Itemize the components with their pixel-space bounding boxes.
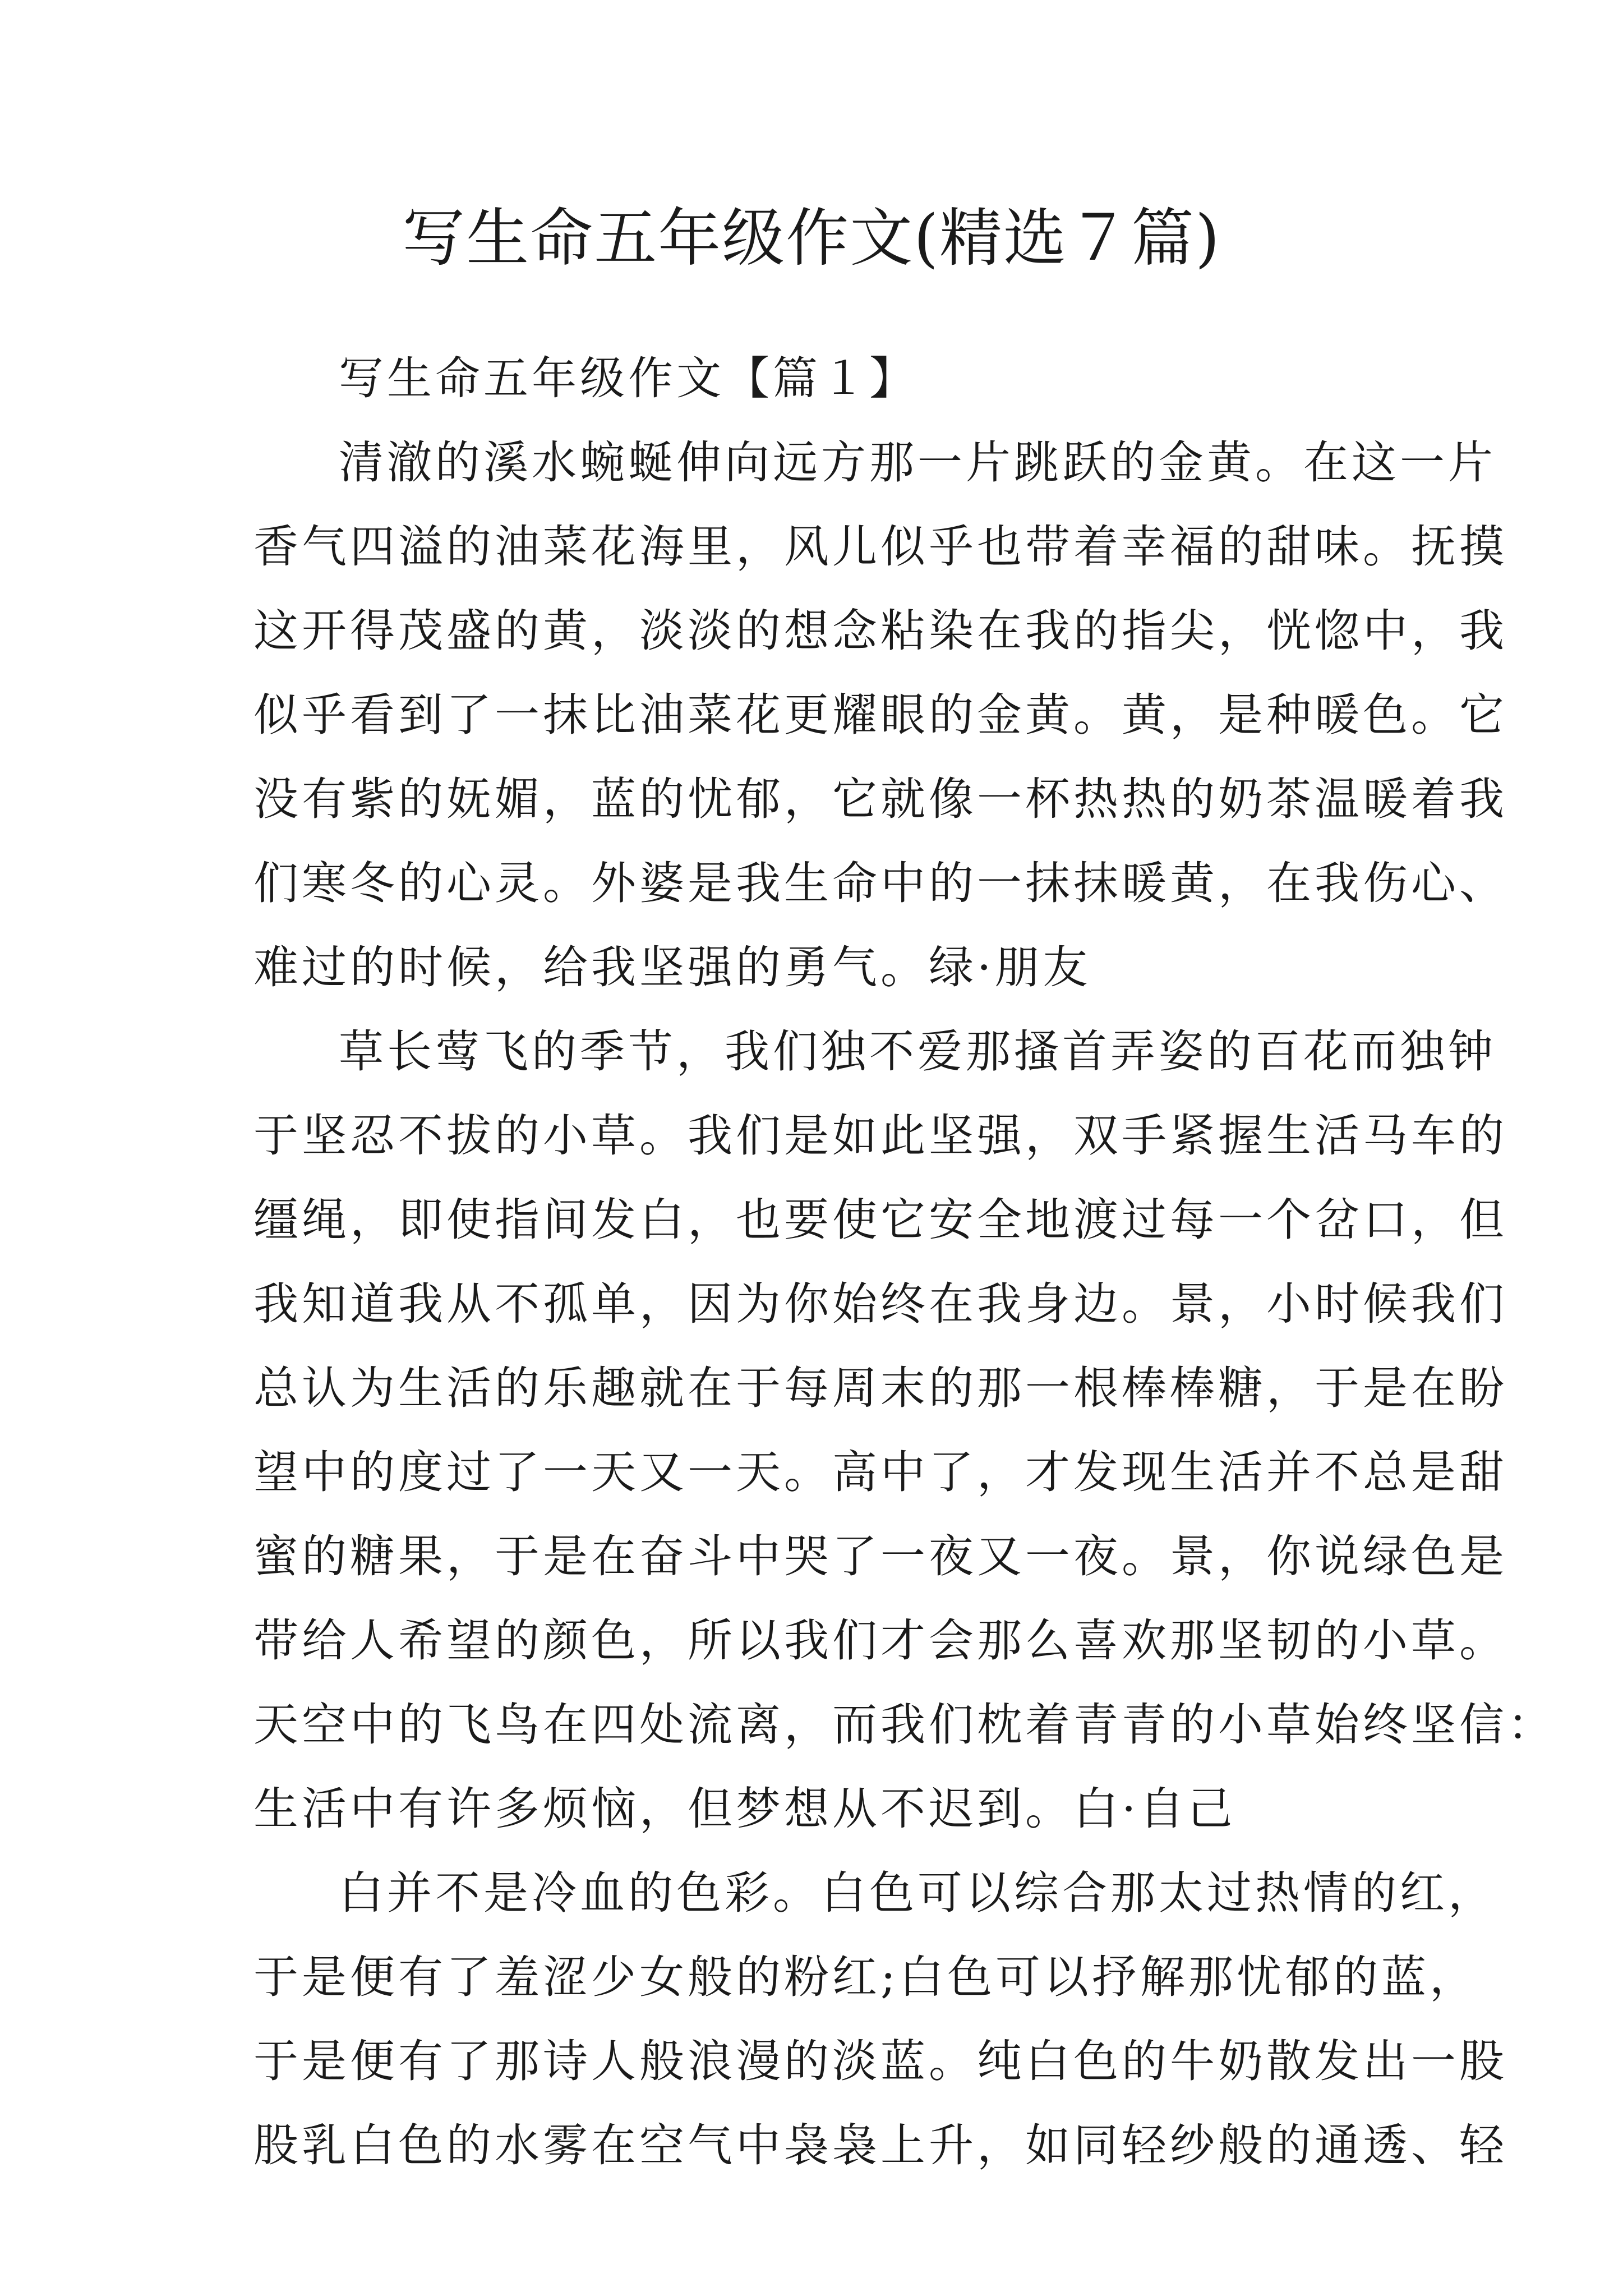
paragraph-line: 总认为生活的乐趣就在于每周末的那一根棒棒糖，于是在盼: [253, 1362, 1507, 1414]
paragraph-line: 白并不是冷血的色彩。白色可以综合那太过热情的红，: [339, 1867, 1496, 1919]
paragraph-line: 于坚忍不拔的小草。我们是如此坚强，双手紧握生活马车的: [253, 1110, 1507, 1162]
section-heading: 写生命五年级作文【篇１】: [339, 352, 917, 404]
paragraph-line: 于是便有了那诗人般浪漫的淡蓝。纯白色的牛奶散发出一股: [253, 2035, 1507, 2087]
paragraph: [253, 1010, 1556, 1851]
paragraph-line: 我知道我从不孤单，因为你始终在我身边。景，小时候我们: [253, 1278, 1507, 1330]
paragraph: [253, 1851, 1507, 2188]
paragraph-line: 似乎看到了一抹比油菜花更耀眼的金黄。黄，是种暖色。它: [253, 689, 1507, 741]
paragraph-line: 生活中有许多烦恼，但梦想从不迟到。白·自己: [253, 1783, 1236, 1835]
paragraph-line: 难过的时候，给我坚强的勇气。绿·朋友: [253, 941, 1091, 993]
paragraph-line: 天空中的飞鸟在四处流离，而我们枕着青青的小草始终坚信：: [253, 1699, 1556, 1751]
paragraph-line: 香气四溢的油菜花海里，风儿似乎也带着幸福的甜味。抚摸: [253, 521, 1507, 573]
paragraph-line: 蜜的糖果，于是在奋斗中哭了一夜又一夜。景，你说绿色是: [253, 1530, 1507, 1582]
paragraph: [253, 421, 1507, 1010]
paragraph-line: 缰绳，即使指间发白，也要使它安全地渡过每一个岔口，但: [253, 1194, 1507, 1246]
document-body: [253, 337, 1556, 2188]
paragraph-line: 望中的度过了一天又一天。高中了，才发现生活并不总是甜: [253, 1446, 1507, 1498]
paragraph-line: 们寒冬的心灵。外婆是我生命中的一抹抹暖黄，在我伤心、: [253, 857, 1507, 909]
document-title: 写生命五年级作文(精选７篇): [402, 202, 1221, 275]
paragraph-line: 于是便有了羞涩少女般的粉红;白色可以抒解那忧郁的蓝，: [253, 1951, 1478, 2003]
paragraph-line: 带给人希望的颜色，所以我们才会那么喜欢那坚韧的小草。: [253, 1614, 1507, 1667]
paragraph-line: 清澈的溪水蜿蜒伸向远方那一片跳跃的金黄。在这一片: [339, 436, 1496, 489]
paragraph-line: 这开得茂盛的黄，淡淡的想念粘染在我的指尖，恍惚中，我: [253, 605, 1507, 657]
paragraph-line: 草长莺飞的季节，我们独不爱那搔首弄姿的百花而独钟: [339, 1025, 1496, 1078]
paragraph-line: 没有紫的妩媚，蓝的忧郁，它就像一杯热热的奶茶温暖着我: [253, 773, 1507, 825]
paragraph-line: 股乳白色的水雾在空气中袅袅上升，如同轻纱般的通透、轻: [253, 2119, 1507, 2171]
